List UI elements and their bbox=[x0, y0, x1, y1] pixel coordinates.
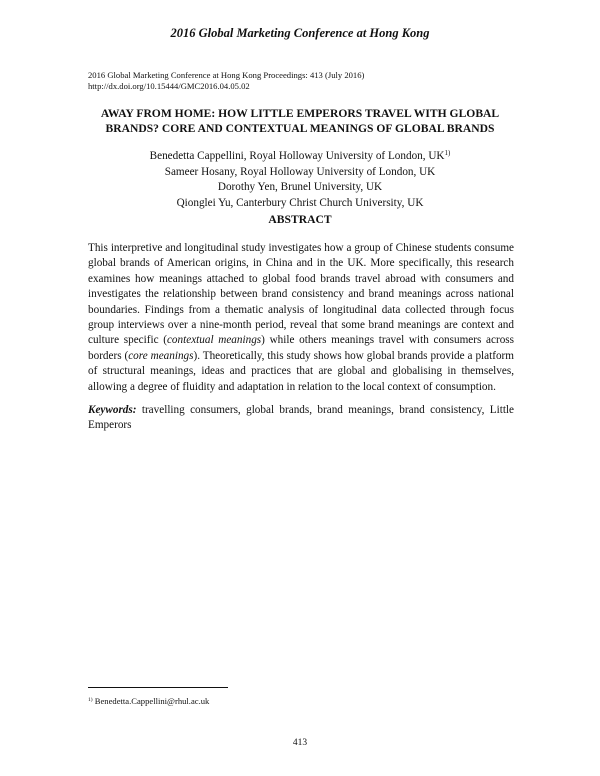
abstract-body bbox=[88, 241, 514, 395]
author-1-footnote-marker: 1) bbox=[444, 149, 451, 157]
author-list bbox=[60, 146, 540, 211]
page-number: 413 bbox=[292, 738, 308, 748]
footnote-divider bbox=[88, 687, 228, 688]
title-line-1: AWAY FROM HOME: HOW LITTLE EMPERORS TRAVEL WITH GLOBAL bbox=[100, 107, 500, 120]
proceedings-citation: 2016 Global Marketing Conference at Hong Kong Proceedings: 413 (July 2016) bbox=[88, 70, 365, 80]
keywords-label: Keywords: bbox=[88, 404, 137, 416]
running-header: 2016 Global Marketing Conference at Hong Kong bbox=[170, 26, 430, 40]
proceedings-info bbox=[88, 70, 518, 92]
abstract-heading: ABSTRACT bbox=[268, 213, 332, 226]
abstract-text-3: ). Theoretically, this study shows how global brands provide a platform of structural meanings, ideas and practices that are global and globalising in themselves, allowing a degree of fluidity and adaptation in relation to the local context of consumption. bbox=[88, 349, 514, 393]
abstract-text-2: ) while others meanings travel with consumers across borders ( bbox=[88, 334, 514, 362]
keywords-text: travelling consumers, global brands, brand meanings, brand consistency, Little Emperors bbox=[88, 404, 514, 432]
author-1 bbox=[60, 146, 540, 165]
footnote-marker: 1) bbox=[88, 697, 93, 703]
abstract-emphasis-2: core meanings bbox=[128, 349, 194, 362]
author-1-text: Benedetta Cappellini, Royal Holloway University of London, UK bbox=[149, 150, 445, 162]
keywords bbox=[88, 403, 514, 434]
abstract-emphasis-1: contextual meanings bbox=[166, 334, 262, 347]
doi-link[interactable]: http://dx.doi.org/10.15444/GMC2016.04.05.02 bbox=[88, 81, 250, 91]
paper-title bbox=[60, 106, 540, 136]
footnote-email[interactable]: Benedetta.Cappellini@rhul.ac.uk bbox=[92, 696, 210, 706]
title-line-2: BRANDS? CORE AND CONTEXTUAL MEANINGS OF GLOBAL BRANDS bbox=[105, 122, 495, 135]
footnote bbox=[88, 696, 388, 706]
author-4: Qionglei Yu, Canterbury Christ Church University, UK bbox=[176, 196, 424, 209]
author-2: Sameer Hosany, Royal Holloway University of London, UK bbox=[164, 165, 436, 178]
abstract-text-1: This interpretive and longitudinal study investigates how a group of Chinese students consume global brands of American origins, in China and in the UK. More specifically, this research examines how meanings attached to global food brands travel abroad with consumers and investigates the relationship between brand consistency and brand meanings across national boundaries. Findings from a thematic analysis of longitudinal data collected through focus group interviews over a nine-month period, reveal that some brand meanings are context and culture specific ( bbox=[88, 242, 514, 347]
author-3: Dorothy Yen, Brunel University, UK bbox=[217, 181, 383, 193]
